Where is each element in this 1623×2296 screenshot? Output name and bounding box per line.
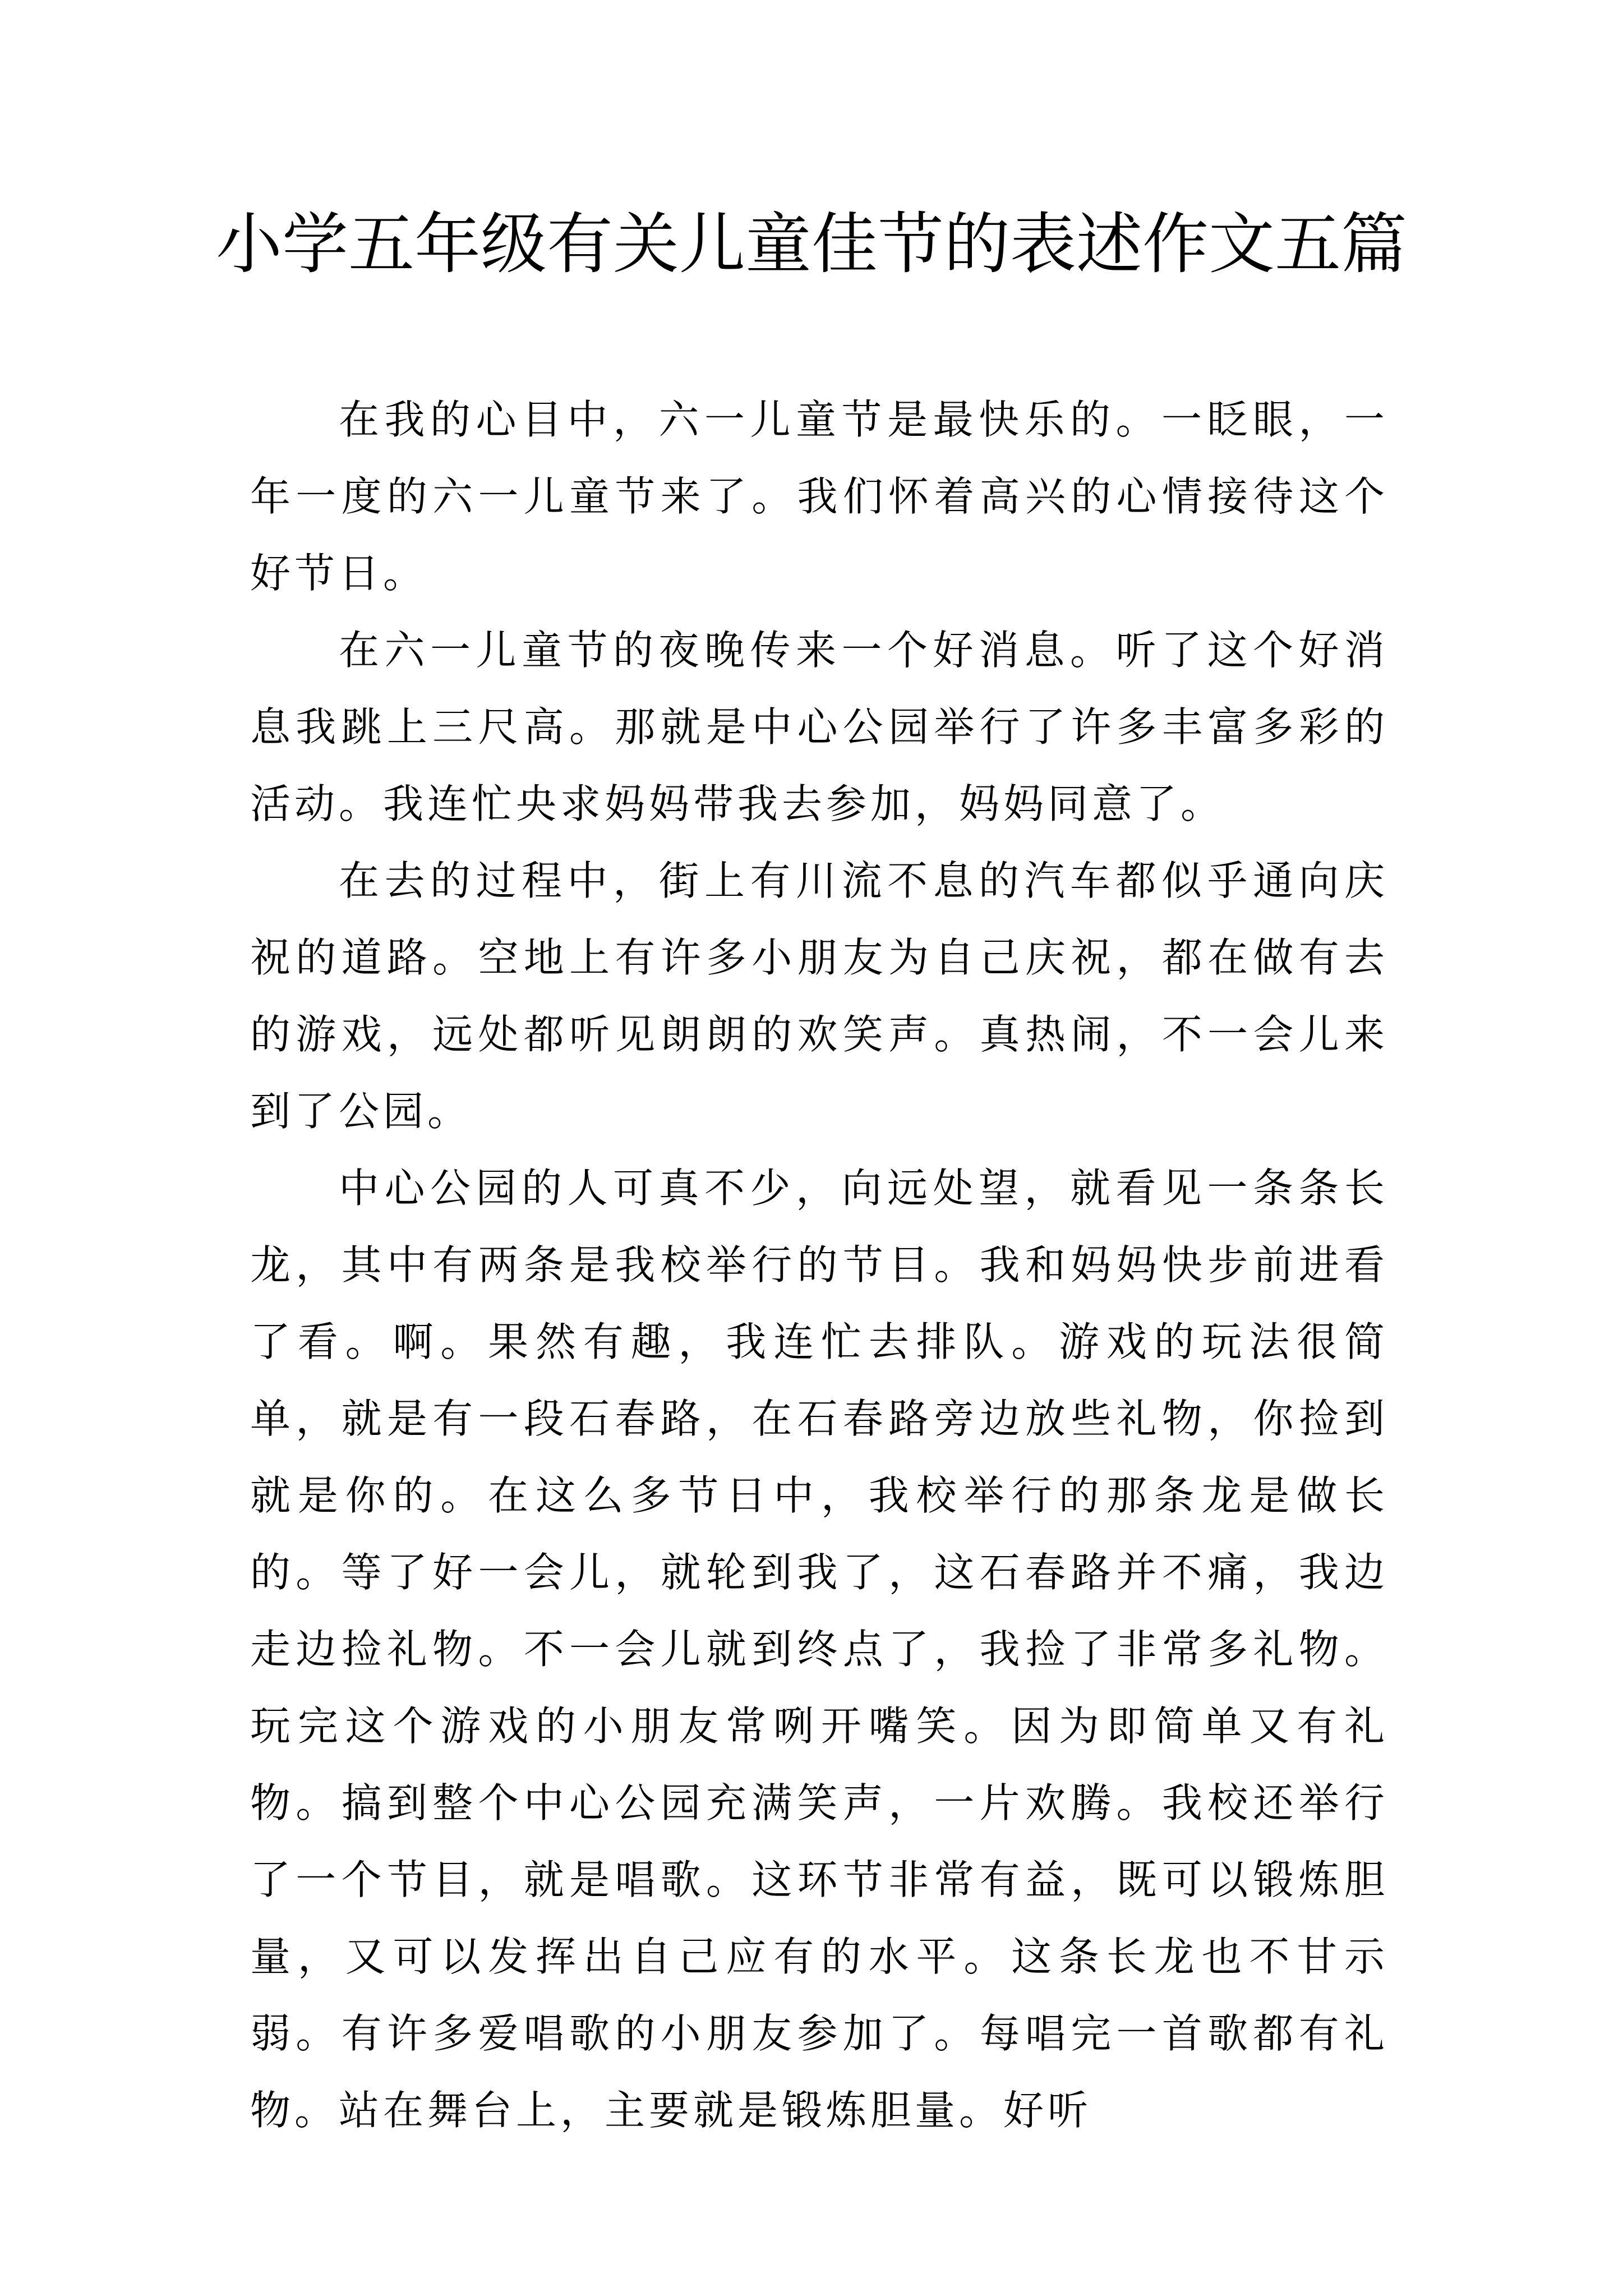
paragraph: 在去的过程中，街上有川流不息的汽车都似乎通向庆祝的道路。空地上有许多小朋友为自己庆祝，都在做有去的游戏，远处都听见朗朗的欢笑声。真热闹，不一会儿来到了公园。 bbox=[250, 857, 1389, 1135]
paragraph: 中心公园的人可真不少，向远处望，就看见一条条长龙，其中有两条是我校举行的节目。我和妈妈快步前进看了看。啊。果然有趣，我连忙去排队。游戏的玩法很简单，就是有一段石春路，在石春路旁边放些礼物，你捡到就是你的。在这么多节日中，我校举行的那条龙是做长的。等了好一会儿，就轮到我了，这石春路并不痛，我边走边捡礼物。不一会儿就到终点了，我捡了非常多礼物。玩完这个游戏的小朋友常咧开嘴笑。因为即简单又有礼物。搞到整个中心公园充满笑声，一片欢腾。我校还举行了一个节目，就是唱歌。这环节非常有益，既可以锻炼胆量，又可以发挥出自己应有的水平。这条长龙也不甘示弱。有许多爱唱歌的小朋友参加了。每唱完一首歌都有礼物。站在舞台上，主要就是锻炼胆量。好听 bbox=[250, 1165, 1389, 2134]
document-body bbox=[250, 381, 1389, 2149]
paragraph: 在我的心目中，六一儿童节是最快乐的。一眨眼，一年一度的六一儿童节来了。我们怀着高兴的心情接待这个好节日。 bbox=[250, 396, 1389, 597]
document-title: 小学五年级有关儿童佳节的表述作文五篇 bbox=[215, 205, 1407, 283]
paragraph: 在六一儿童节的夜晚传来一个好消息。听了这个好消息我跳上三尺高。那就是中心公园举行了许多丰富多彩的活动。我连忙央求妈妈带我去参加，妈妈同意了。 bbox=[250, 627, 1389, 827]
